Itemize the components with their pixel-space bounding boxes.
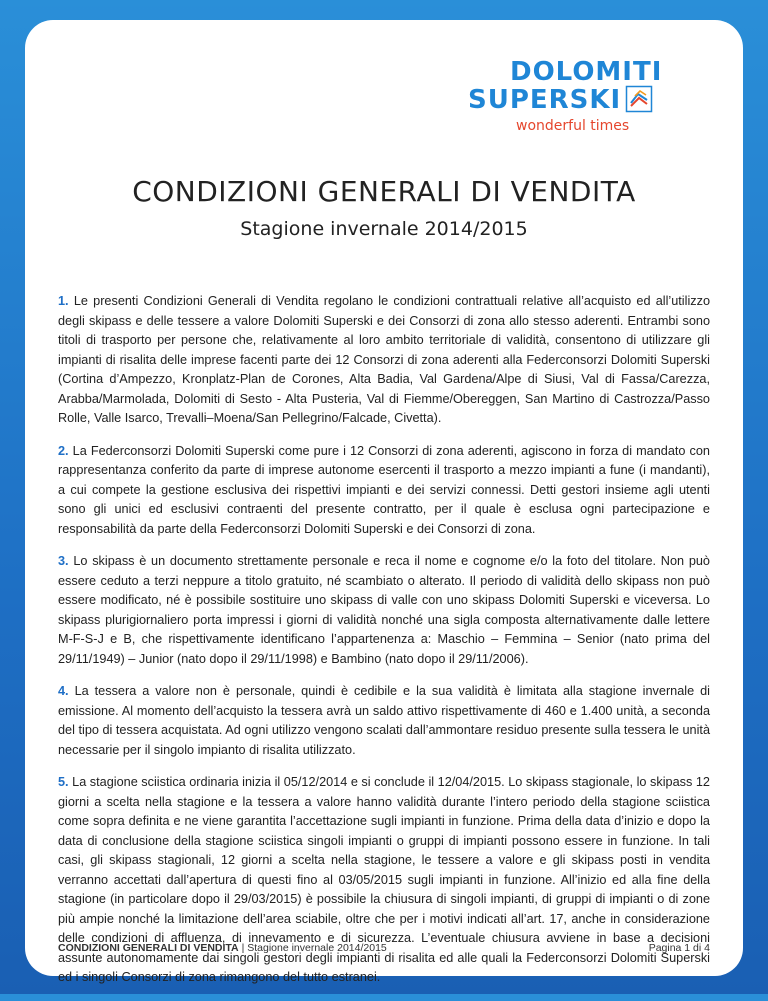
page-footer bbox=[58, 942, 710, 956]
footer-doc-subtitle: Stagione invernale 2014/2015 bbox=[247, 942, 387, 954]
paragraph-number: 2. bbox=[58, 443, 69, 458]
footer-doc-title: CONDIZIONI GENERALI DI VENDITA bbox=[58, 942, 239, 954]
paragraph-text: Le presenti Condizioni Generali di Vendita regolano le condizioni contrattuali relative all’acquisto ed all’utilizzo degli skipass e delle tessere a valore Dolomiti Superski e dei Consorzi di zona allo stesso aderenti. Entrambi sono titoli di trasporto per persone che, relativamente al loro ambito territoriale di validità, consentono di utilizzare gli impianti di risalita delle imprese facenti parte dei 12 Consorzi di zona aderenti alla Federconsorzi Dolomiti Superski (Cortina d’Ampezzo, Kronplatz-Plan de Corones, Alta Badia, Val Gardena/Alpe di Siusi, Val di Fassa/Carezza, Arabba/Marmolada, Dolomiti di Sesto - Alta Pusteria, Val di Fiemme/Obereggen, San Martino di Castrozza/Passo Rolle, Valle Isarco, Trevalli–Moena/San Pellegrino/Falcade, Civetta). bbox=[58, 294, 711, 425]
document-page bbox=[25, 20, 743, 984]
paragraph-number: 4. bbox=[58, 684, 69, 698]
page-number: Pagina 1 di 4 bbox=[648, 942, 710, 954]
footer-doc-info bbox=[58, 942, 387, 954]
logo-line2: SUPERSKI bbox=[468, 85, 622, 115]
dolomiti-superski-icon bbox=[626, 86, 652, 112]
dolomiti-superski-logo bbox=[468, 58, 683, 158]
paragraph-3 bbox=[58, 552, 710, 669]
paragraph-text: La Federconsorzi Dolomiti Superski come pure i 12 Consorzi di zona aderenti, agiscono in forza di mandato con rappresentanza conferito da parte di imprese autonome esercenti il trasporto a mezzo impianti a fune (i mandanti), a cui compete la gestione esclusiva dei rispettivi impianti e dei servizi connessi. Detti gestori insieme agli utenti sono gli unici ed esclusivi contraenti del presente contratto, per il quale è esclusa ogni partecipazione e responsabilità da parte della Federconsorzi Dolomiti Superski e dei Consorzi di zona. bbox=[58, 443, 710, 536]
logo-line1: DOLOMITI bbox=[510, 57, 663, 87]
paragraph-number: 1. bbox=[58, 294, 69, 308]
paragraph-number: 5. bbox=[58, 775, 69, 789]
page-title: CONDIZIONI GENERALI DI VENDITA bbox=[132, 175, 636, 208]
footer-separator: | bbox=[238, 942, 248, 954]
paragraph-text: La stagione sciistica ordinaria inizia il 05/12/2014 e si conclude il 12/04/2015. Lo skipass stagionale, lo skipass 12 giorni a scelta nella stagione e la tessera a valore hanno validità durante l’intero periodo della stagione sciistica come sopra definita e ne viene garantita l’accettazione sugli impianti in funzione. Prima della data d’inizio e dopo la data di conclusione della stagione sciistica singoli impianti o gruppi di impianti possono essere in funzione. In tali casi, gli skipass stagionali, 12 giorni a scelta nella stagione, le tessere a valore e gli skipass posti in vendita verranno accettati dall’apertura di questi fino al 03/05/2015 sugli impianti in funzione. All’inizio ed alla fine della stagione (in particolare dopo il 29/03/2015) è possibile la chiusura di singoli impianti, di gruppi di impianti o di zone più ampie nonché la limitazione dell’area sciabile, oltre che per i motivi indicati all’art. 17, anche in considerazione delle condizioni di affluenza, di innevamento e di sicurezza. L’eventuale chiusura avviene in base a decisioni assunte autonomamente dai singoli gestori degli impianti di risalita ed alle quali la Federconsorzi Dolomiti Superski ed i singoli Consorzi di zona rimangono del tutto estranei. bbox=[58, 775, 710, 984]
logo-tagline: wonderful times bbox=[516, 118, 630, 134]
document-body bbox=[58, 292, 710, 1001]
paragraph-text: Lo skipass è un documento strettamente personale e reca il nome e cognome e/o la foto del titolare. Non può essere ceduto a terzi neppure a titolo gratuito, né scambiato o alterato. Il periodo di validità dello skipass non può essere modificato, né è possibile sostituire uno skipass di valle con uno skipass Dolomiti Superski e viceversa. Lo skipass plurigiornaliero porta impressi i giorni di validità nonché una sigla composta alternativamente dalle lettere M-F-S-J e B, che rispettivamente identificano l’appartenenza a: Maschio – Femmina – Senior (nato prima del 29/11/1949) – Junior (nato dopo il 29/11/1998) e Bambino (nato dopo il 29/11/2006). bbox=[58, 554, 710, 666]
paragraph-1 bbox=[58, 292, 710, 429]
paragraph-text: La tessera a valore non è personale, quindi è cedibile e la sua validità è limitata alla stagione invernale di emissione. Al momento dell’acquisto la tessera avrà un saldo attivo rispettivamente di 460 e 1.400 unità, a seconda del tipo di tessera acquistata. Ad ogni utilizzo vengono scalati dall’ammontare residuo presente sulla tessera le unità necessarie per il singolo impianto di risalita utilizzato. bbox=[58, 684, 710, 757]
paragraph-4 bbox=[58, 682, 710, 760]
paragraph-2 bbox=[58, 442, 710, 540]
paragraph-number: 3. bbox=[58, 554, 69, 568]
page-subtitle: Stagione invernale 2014/2015 bbox=[240, 218, 528, 240]
